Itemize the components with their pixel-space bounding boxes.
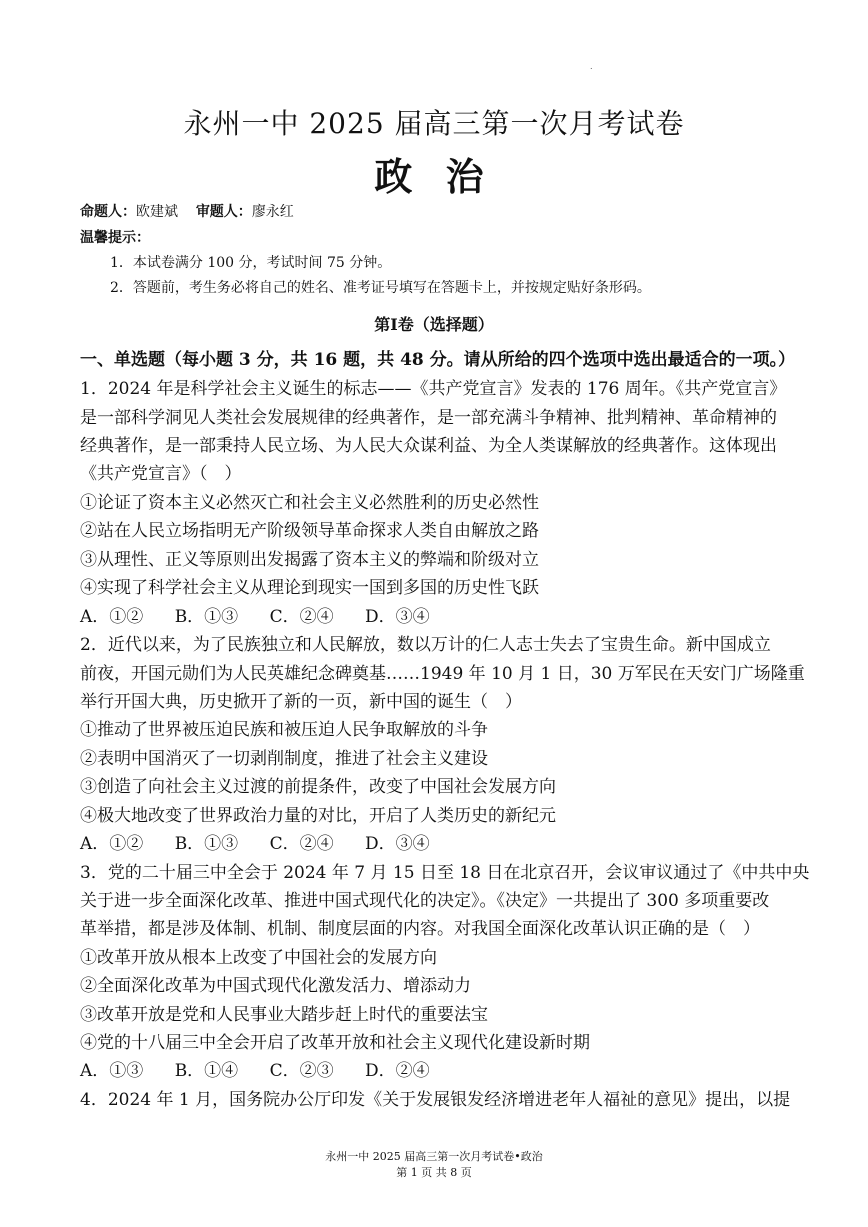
- corner-dot: .: [590, 62, 593, 71]
- tip-item: 1．本试卷满分 100 分，考试时间 75 分钟。: [110, 255, 392, 271]
- answer-choice: A．①③: [80, 1061, 144, 1081]
- question-4-stem: 4．2024 年 1 月，国务院办公厅印发《关于发展银发经济增进老年人福祉的意见》提出，以提: [80, 1090, 791, 1110]
- answer-choice: A．①②: [80, 834, 144, 854]
- question-1-stem: 经典著作，是一部秉持人民立场、为人民大众谋利益、为全人类谋解放的经典著作。这体现出: [80, 436, 777, 456]
- question-3-option: ①改革开放从根本上改变了中国社会的发展方向: [80, 948, 437, 968]
- page-number: 第 1 页 共 8 页: [396, 1166, 472, 1179]
- answer-choice: C．②③: [269, 1061, 334, 1081]
- reviewer-name: 廖永红: [251, 204, 294, 220]
- tip-item: 2．答题前，考生务必将自己的姓名、准考证号填写在答题卡上，并按规定贴好条形码。: [110, 280, 651, 296]
- question-1-stem: 是一部科学洞见人类社会发展规律的经典著作，是一部充满斗争精神、批判精神、革命精神的: [80, 408, 777, 428]
- question-1-stem: 《共产党宣言》（ ）: [80, 464, 242, 484]
- question-2-stem: 举行开国大典，历史掀开了新的一页，新中国的诞生（ ）: [80, 692, 522, 712]
- exam-meta: [80, 201, 294, 221]
- question-1-answers: [80, 602, 456, 627]
- part-heading: 一、单选题（每小题 3 分，共 16 题，共 48 分。请从所给的四个选项中选出最适合的一项。）: [80, 350, 796, 370]
- tips-heading: 温馨提示：: [80, 230, 150, 246]
- question-2-option: ②表明中国消灭了一切剥削制度，推进了社会主义建设: [80, 749, 488, 769]
- question-2-option: ④极大地改变了世界政治力量的对比，开启了人类历史的新纪元: [80, 806, 556, 826]
- question-2-option: ③创造了向社会主义过渡的前提条件，改变了中国社会发展方向: [80, 777, 556, 797]
- answer-choice: B．①③: [174, 607, 239, 627]
- footer-title: 永州一中 2025 届高三第一次月考试卷•政治: [325, 1150, 543, 1163]
- question-1-option: ①论证了资本主义必然灭亡和社会主义必然胜利的历史必然性: [80, 493, 539, 513]
- subject-title: 政 治: [374, 154, 494, 199]
- question-1-option: ④实现了科学社会主义从理论到现实一国到多国的历史性飞跃: [80, 578, 539, 598]
- answer-choice: A．①②: [80, 607, 144, 627]
- author-name: 欧建斌: [136, 204, 178, 220]
- answer-choice: C．②④: [269, 834, 334, 854]
- question-3-stem: 革举措，都是涉及体制、机制、制度层面的内容。对我国全面深化改革认识正确的是（ ）: [80, 919, 760, 939]
- question-3-option: ③改革开放是党和人民事业大踏步赶上时代的重要法宝: [80, 1005, 488, 1025]
- section-title: 第Ⅰ卷（选择题）: [374, 315, 494, 334]
- question-3-option: ②全面深化改革为中国式现代化激发活力、增添动力: [80, 976, 471, 996]
- answer-choice: B．①④: [174, 1061, 239, 1081]
- reviewer-label: 审题人：: [195, 204, 252, 220]
- answer-choice: D．③④: [365, 607, 430, 627]
- author-label: 命题人：: [80, 204, 136, 220]
- question-2-option: ①推动了世界被压迫民族和被压迫人民争取解放的斗争: [80, 720, 488, 740]
- question-2-stem: 2．近代以来，为了民族独立和人民解放，数以万计的仁人志士失去了宝贵生命。新中国成立: [80, 635, 771, 655]
- answer-choice: D．③④: [365, 834, 430, 854]
- exam-title: 永州一中 2025 届高三第一次月考试卷: [183, 107, 685, 140]
- question-1-option: ②站在人民立场指明无产阶级领导革命探求人类自由解放之路: [80, 521, 539, 541]
- question-3-stem: 关于进一步全面深化改革、推进中国式现代化的决定》。《决定》一共提出了 300 多项重要改: [80, 891, 770, 911]
- question-3-option: ④党的十八届三中全会开启了改革开放和社会主义现代化建设新时期: [80, 1033, 590, 1053]
- answer-choice: B．①③: [174, 834, 239, 854]
- question-3-stem: 3．党的二十届三中全会于 2024 年 7 月 15 日至 18 日在北京召开，会议审议通过了《中共中央: [80, 863, 810, 883]
- question-3-answers: [80, 1056, 456, 1081]
- answer-choice: C．②④: [269, 607, 334, 627]
- question-2-stem: 前夜，开国元勋们为人民英雄纪念碑奠基……1949 年 10 月 1 日，30 万军民在天安门广场隆重: [80, 664, 805, 684]
- question-2-answers: [80, 829, 456, 854]
- question-1-option: ③从理性、正义等原则出发揭露了资本主义的弊端和阶级对立: [80, 550, 539, 570]
- question-1-stem: 1．2024 年是科学社会主义诞生的标志——《共产党宣言》发表的 176 周年。《共产党宣言》: [80, 379, 787, 399]
- answer-choice: D．②④: [365, 1061, 430, 1081]
